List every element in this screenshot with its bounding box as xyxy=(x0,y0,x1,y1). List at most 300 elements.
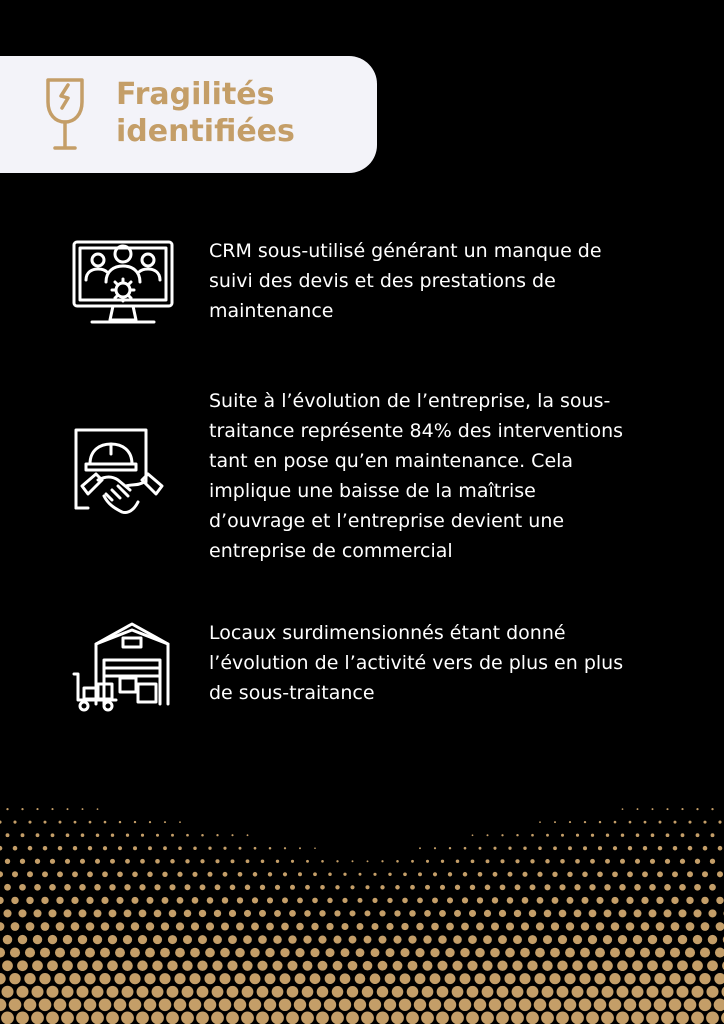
halftone-dot xyxy=(41,897,48,904)
halftone-dot xyxy=(147,872,152,877)
halftone-dot xyxy=(28,846,33,851)
halftone-dot xyxy=(557,960,568,971)
halftone-dot xyxy=(688,846,693,851)
halftone-dot xyxy=(341,948,350,957)
halftone-dot xyxy=(239,847,242,850)
halftone-dot xyxy=(236,923,244,931)
halftone-dot xyxy=(500,884,506,890)
halftone-dot xyxy=(500,859,504,863)
halftone-dot xyxy=(69,998,82,1011)
text-line: de sous-traitance xyxy=(209,682,375,704)
halftone-dot xyxy=(318,961,328,971)
halftone-dot xyxy=(478,872,483,877)
halftone-dot xyxy=(703,821,706,824)
halftone-dot xyxy=(253,872,258,877)
halftone-dot xyxy=(86,897,93,904)
halftone-dot xyxy=(482,961,492,971)
halftone-dot xyxy=(40,948,50,958)
halftone-dot xyxy=(670,948,680,958)
halftone-dot xyxy=(650,859,655,864)
halftone-dot xyxy=(200,884,206,890)
halftone-dot xyxy=(445,973,456,984)
halftone-dot xyxy=(551,922,559,930)
halftone-dot xyxy=(96,833,100,837)
halftone-dot xyxy=(287,961,297,971)
halftone-dot xyxy=(121,1012,134,1024)
halftone-dot xyxy=(55,948,65,958)
halftone-dot xyxy=(69,973,80,984)
halftone-dot xyxy=(54,998,67,1011)
halftone-dot xyxy=(36,833,40,837)
halftone-dot xyxy=(422,961,432,971)
halftone-dot xyxy=(163,846,167,850)
halftone-dot xyxy=(206,922,214,930)
halftone-dot xyxy=(148,846,152,850)
halftone-dot xyxy=(486,834,488,836)
halftone-dot xyxy=(50,859,55,864)
halftone-dot xyxy=(530,859,534,863)
halftone-dot xyxy=(543,935,552,944)
halftone-dot xyxy=(634,909,642,917)
title-line: identifiées xyxy=(116,114,295,149)
halftone-dot xyxy=(28,821,31,824)
halftone-dot xyxy=(649,909,657,917)
halftone-dot xyxy=(177,872,182,877)
halftone-dot xyxy=(122,986,134,998)
halftone-dot xyxy=(73,846,77,850)
halftone-dot xyxy=(431,923,439,931)
halftone-dot xyxy=(489,999,502,1012)
halftone-dot xyxy=(568,846,572,850)
halftone-dots-decoration xyxy=(0,790,724,1024)
halftone-dot xyxy=(192,897,199,904)
halftone-dot xyxy=(662,960,673,971)
halftone-dot xyxy=(211,1012,224,1024)
halftone-dot xyxy=(58,846,62,850)
halftone-dot xyxy=(303,935,311,943)
halftone-dot xyxy=(71,922,80,931)
halftone-dot xyxy=(102,871,108,877)
halftone-dot xyxy=(0,846,2,851)
halftone-dot xyxy=(437,961,447,971)
halftone-dot xyxy=(82,808,84,810)
warehouse-icon xyxy=(68,616,176,716)
halftone-dot xyxy=(564,973,575,984)
halftone-dot xyxy=(468,935,477,944)
halftone-dot xyxy=(456,860,460,864)
halftone-dot xyxy=(333,936,341,944)
halftone-dot xyxy=(184,910,192,918)
halftone-dot xyxy=(681,833,685,837)
halftone-dot xyxy=(88,846,92,850)
halftone-dot xyxy=(541,1012,554,1024)
halftone-dot xyxy=(281,923,289,931)
halftone-dot xyxy=(0,948,5,958)
halftone-dot xyxy=(501,834,503,836)
halftone-dot xyxy=(349,910,355,916)
halftone-dot xyxy=(575,859,580,864)
halftone-dot xyxy=(84,973,95,984)
item-description xyxy=(209,618,664,708)
halftone-dot xyxy=(611,897,618,904)
halftone-dot xyxy=(481,1012,494,1024)
halftone-dot xyxy=(231,834,233,836)
halftone-dot xyxy=(238,872,243,877)
halftone-dot xyxy=(84,998,97,1011)
halftone-dot xyxy=(87,871,93,877)
halftone-dot xyxy=(145,948,155,958)
halftone-dot xyxy=(693,909,701,917)
halftone-dot xyxy=(460,948,469,957)
halftone-dot xyxy=(388,873,391,876)
halftone-dot xyxy=(167,960,177,970)
halftone-dot xyxy=(25,948,35,958)
halftone-dot xyxy=(537,897,544,904)
halftone-dot xyxy=(5,859,10,864)
halftone-dot xyxy=(332,986,344,998)
halftone-dot xyxy=(62,986,74,998)
halftone-dot xyxy=(247,834,249,836)
halftone-dot xyxy=(164,821,166,823)
halftone-dot xyxy=(136,1012,149,1024)
halftone-dot xyxy=(107,986,119,998)
halftone-dot xyxy=(319,910,325,916)
halftone-dot xyxy=(588,935,597,944)
halftone-dot xyxy=(714,998,724,1011)
halftone-dot xyxy=(122,960,133,971)
halftone-dot xyxy=(326,923,333,930)
halftone-dot xyxy=(223,872,228,877)
halftone-dot xyxy=(574,884,580,890)
halftone-dot xyxy=(111,834,114,837)
halftone-dot xyxy=(635,859,640,864)
halftone-dot xyxy=(466,1012,479,1024)
halftone-dot xyxy=(430,948,439,957)
halftone-dot xyxy=(64,909,72,917)
halftone-dot xyxy=(711,833,715,837)
halftone-dot xyxy=(680,859,685,864)
halftone-dot xyxy=(464,847,467,850)
text-line: d’ouvrage et l’entreprise devient une xyxy=(209,510,565,532)
halftone-dot xyxy=(325,948,334,957)
halftone-dot xyxy=(41,922,50,931)
halftone-dot xyxy=(316,1012,329,1024)
halftone-dot xyxy=(193,846,197,850)
halftone-dot xyxy=(317,986,329,998)
halftone-dot xyxy=(47,960,58,971)
halftone-dot xyxy=(649,884,656,891)
halftone-dot xyxy=(10,948,20,958)
halftone-dot xyxy=(328,873,332,877)
halftone-dot xyxy=(139,910,147,918)
halftone-dot xyxy=(706,1012,719,1024)
halftone-dot xyxy=(684,998,697,1011)
halftone-dot xyxy=(54,973,65,984)
halftone-dot xyxy=(612,871,618,877)
halftone-dot xyxy=(460,973,471,984)
halftone-dot xyxy=(114,998,127,1011)
halftone-dot xyxy=(89,821,92,824)
halftone-dot xyxy=(57,871,63,877)
halftone-dot xyxy=(378,936,386,944)
halftone-dot xyxy=(21,808,23,810)
halftone-dot xyxy=(152,960,163,971)
halftone-dot xyxy=(437,986,449,998)
halftone-dot xyxy=(34,884,41,891)
text-line: entreprise de commercial xyxy=(209,540,453,562)
halftone-dot xyxy=(66,833,70,837)
halftone-dot xyxy=(711,808,713,810)
halftone-dot xyxy=(701,922,710,931)
halftone-dot xyxy=(566,922,574,930)
halftone-dot xyxy=(9,973,20,984)
halftone-dot xyxy=(93,935,102,944)
halftone-dot xyxy=(560,859,565,864)
halftone-dot xyxy=(629,821,632,824)
halftone-dot xyxy=(491,922,499,930)
halftone-dot xyxy=(24,973,35,984)
halftone-dot xyxy=(676,986,688,998)
halftone-dot xyxy=(327,898,332,903)
halftone-dot xyxy=(355,973,366,984)
halftone-dot xyxy=(91,1012,104,1024)
halftone-dot xyxy=(20,859,25,864)
halftone-dot xyxy=(620,859,625,864)
halftone-dot xyxy=(474,973,485,984)
halftone-dot xyxy=(515,884,521,890)
halftone-dot xyxy=(171,834,174,837)
halftone-dot xyxy=(527,986,539,998)
halftone-dot xyxy=(613,846,617,850)
halftone-dot xyxy=(617,986,629,998)
halftone-dot xyxy=(537,872,542,877)
halftone-dot xyxy=(642,871,648,877)
halftone-dot xyxy=(94,909,102,917)
text-line: tant en pose qu’en maintenance. Cela xyxy=(209,450,574,472)
halftone-dot xyxy=(242,986,254,998)
halftone-dot xyxy=(530,884,536,890)
halftone-dot xyxy=(1,1012,14,1024)
halftone-dot xyxy=(42,871,48,877)
halftone-dot xyxy=(182,960,192,970)
halftone-dot xyxy=(594,998,607,1011)
halftone-dot xyxy=(314,847,316,849)
halftone-dot xyxy=(695,859,700,864)
halftone-dot xyxy=(230,884,236,890)
halftone-dot xyxy=(477,897,483,903)
halftone-dot xyxy=(391,1012,404,1024)
halftone-dot xyxy=(363,961,373,971)
halftone-dot xyxy=(295,948,304,957)
halftone-dot xyxy=(451,1012,464,1024)
halftone-dot xyxy=(249,999,262,1012)
halftone-dot xyxy=(490,948,500,958)
halftone-dot xyxy=(706,986,718,998)
halftone-dot xyxy=(208,847,211,850)
halftone-dot xyxy=(664,884,671,891)
halftone-dot xyxy=(513,935,522,944)
halftone-dot xyxy=(587,986,599,998)
halftone-dot xyxy=(634,884,641,891)
halftone-dot xyxy=(333,961,343,971)
halftone-dot xyxy=(399,999,411,1011)
halftone-dot xyxy=(131,897,138,904)
text-line: l’évolution de l’activité vers de plus en plus xyxy=(209,652,624,674)
halftone-dot xyxy=(567,897,574,904)
halftone-dot xyxy=(3,935,12,944)
halftone-dot xyxy=(606,834,609,837)
halftone-dot xyxy=(0,973,6,984)
item-description xyxy=(209,386,664,566)
halftone-dot xyxy=(343,873,346,876)
halftone-dot xyxy=(685,948,695,958)
halftone-dot xyxy=(669,973,680,984)
halftone-dot xyxy=(0,897,4,904)
halftone-dot xyxy=(641,897,648,904)
halftone-dot xyxy=(242,961,252,971)
halftone-dot xyxy=(545,859,550,864)
halftone-dot xyxy=(269,847,272,850)
halftone-dot xyxy=(505,948,515,958)
halftone-dot xyxy=(311,923,318,930)
halftone-dot xyxy=(221,922,229,930)
halftone-dot xyxy=(79,884,86,891)
halftone-dot xyxy=(423,935,431,943)
halftone-dot xyxy=(604,909,612,917)
halftone-dot xyxy=(31,1012,44,1024)
halftone-dot xyxy=(197,986,209,998)
text-line: suivi des devis et des prestations de xyxy=(209,270,556,292)
halftone-dot xyxy=(70,948,80,958)
halftone-dot xyxy=(556,1012,569,1024)
halftone-dot xyxy=(72,871,78,877)
halftone-dot xyxy=(394,910,400,916)
halftone-dot xyxy=(313,872,317,876)
halftone-dot xyxy=(489,973,500,984)
halftone-dot xyxy=(310,973,321,984)
halftone-dot xyxy=(708,909,716,917)
halftone-dot xyxy=(226,1012,239,1024)
halftone-dot xyxy=(250,948,259,957)
halftone-dot xyxy=(611,922,620,931)
halftone-dot xyxy=(652,808,654,810)
halftone-dot xyxy=(342,898,347,903)
halftone-dot xyxy=(26,922,35,931)
halftone-dot xyxy=(648,935,657,944)
halftone-dot xyxy=(627,871,633,877)
halftone-dot xyxy=(273,935,282,944)
halftone-dot xyxy=(160,948,170,958)
halftone-dot xyxy=(287,986,299,998)
halftone-dot xyxy=(356,948,365,957)
halftone-dot xyxy=(550,948,560,958)
halftone-dot xyxy=(640,948,650,958)
halftone-dot xyxy=(162,897,169,904)
halftone-dot xyxy=(496,1012,509,1024)
halftone-dot xyxy=(267,897,273,903)
halftone-dot xyxy=(92,986,104,998)
halftone-dot xyxy=(161,922,169,930)
halftone-dot xyxy=(628,846,632,850)
halftone-dot xyxy=(432,897,438,903)
halftone-dot xyxy=(535,948,545,958)
halftone-dot xyxy=(13,846,18,851)
halftone-dot xyxy=(717,871,723,877)
halftone-dot xyxy=(655,948,665,958)
text-line: implique une baisse de la maîtrise xyxy=(209,480,536,502)
halftone-dot xyxy=(106,1012,119,1024)
halftone-dot xyxy=(223,847,226,850)
halftone-dot xyxy=(185,859,189,863)
halftone-dot xyxy=(92,960,103,971)
halftone-dot xyxy=(631,1012,644,1024)
halftone-dot xyxy=(214,910,221,917)
halftone-dot xyxy=(497,986,509,998)
halftone-dot xyxy=(181,1012,194,1024)
halftone-dot xyxy=(422,986,434,998)
halftone-dot xyxy=(408,961,418,971)
halftone-dot xyxy=(549,999,562,1012)
halftone-dot xyxy=(169,910,177,918)
halftone-dot xyxy=(119,821,121,823)
halftone-dot xyxy=(430,973,441,984)
halftone-dot xyxy=(312,898,318,904)
halftone-dot xyxy=(542,986,554,998)
halftone-dot xyxy=(647,960,658,971)
halftone-dot xyxy=(309,999,321,1011)
halftone-dot xyxy=(602,986,614,998)
halftone-dot xyxy=(601,1012,614,1024)
halftone-dot xyxy=(362,986,373,997)
halftone-dot xyxy=(67,808,69,810)
halftone-dot xyxy=(438,935,447,944)
halftone-dot xyxy=(18,935,27,944)
halftone-dot xyxy=(426,860,429,863)
halftone-dot xyxy=(212,986,224,998)
halftone-dot xyxy=(459,999,472,1012)
halftone-dot xyxy=(453,935,462,944)
halftone-dot xyxy=(552,872,557,877)
halftone-dot xyxy=(79,909,87,917)
halftone-dot xyxy=(27,871,33,877)
halftone-dot xyxy=(589,884,595,890)
halftone-dot xyxy=(154,910,162,918)
halftone-dot xyxy=(201,834,204,837)
halftone-dot xyxy=(16,1012,29,1024)
halftone-dot xyxy=(609,998,622,1011)
halftone-dot xyxy=(641,922,650,931)
halftone-dot xyxy=(492,897,498,903)
halftone-dot xyxy=(485,885,491,891)
halftone-dot xyxy=(140,859,145,864)
halftone-dot xyxy=(179,821,181,823)
halftone-dot xyxy=(371,948,380,957)
halftone-dot xyxy=(516,834,518,836)
halftone-dot xyxy=(665,859,670,864)
halftone-dot xyxy=(212,961,222,971)
halftone-dot xyxy=(62,960,73,971)
halftone-dot xyxy=(707,960,718,971)
halftone-dot xyxy=(177,897,184,904)
halftone-dot xyxy=(153,935,162,944)
halftone-dot xyxy=(663,935,672,944)
halftone-dot xyxy=(549,973,560,984)
halftone-dot xyxy=(572,960,583,971)
halftone-dot xyxy=(100,948,110,958)
halftone-dot xyxy=(166,1012,179,1024)
halftone-dot xyxy=(499,910,506,917)
halftone-dot xyxy=(265,948,274,957)
